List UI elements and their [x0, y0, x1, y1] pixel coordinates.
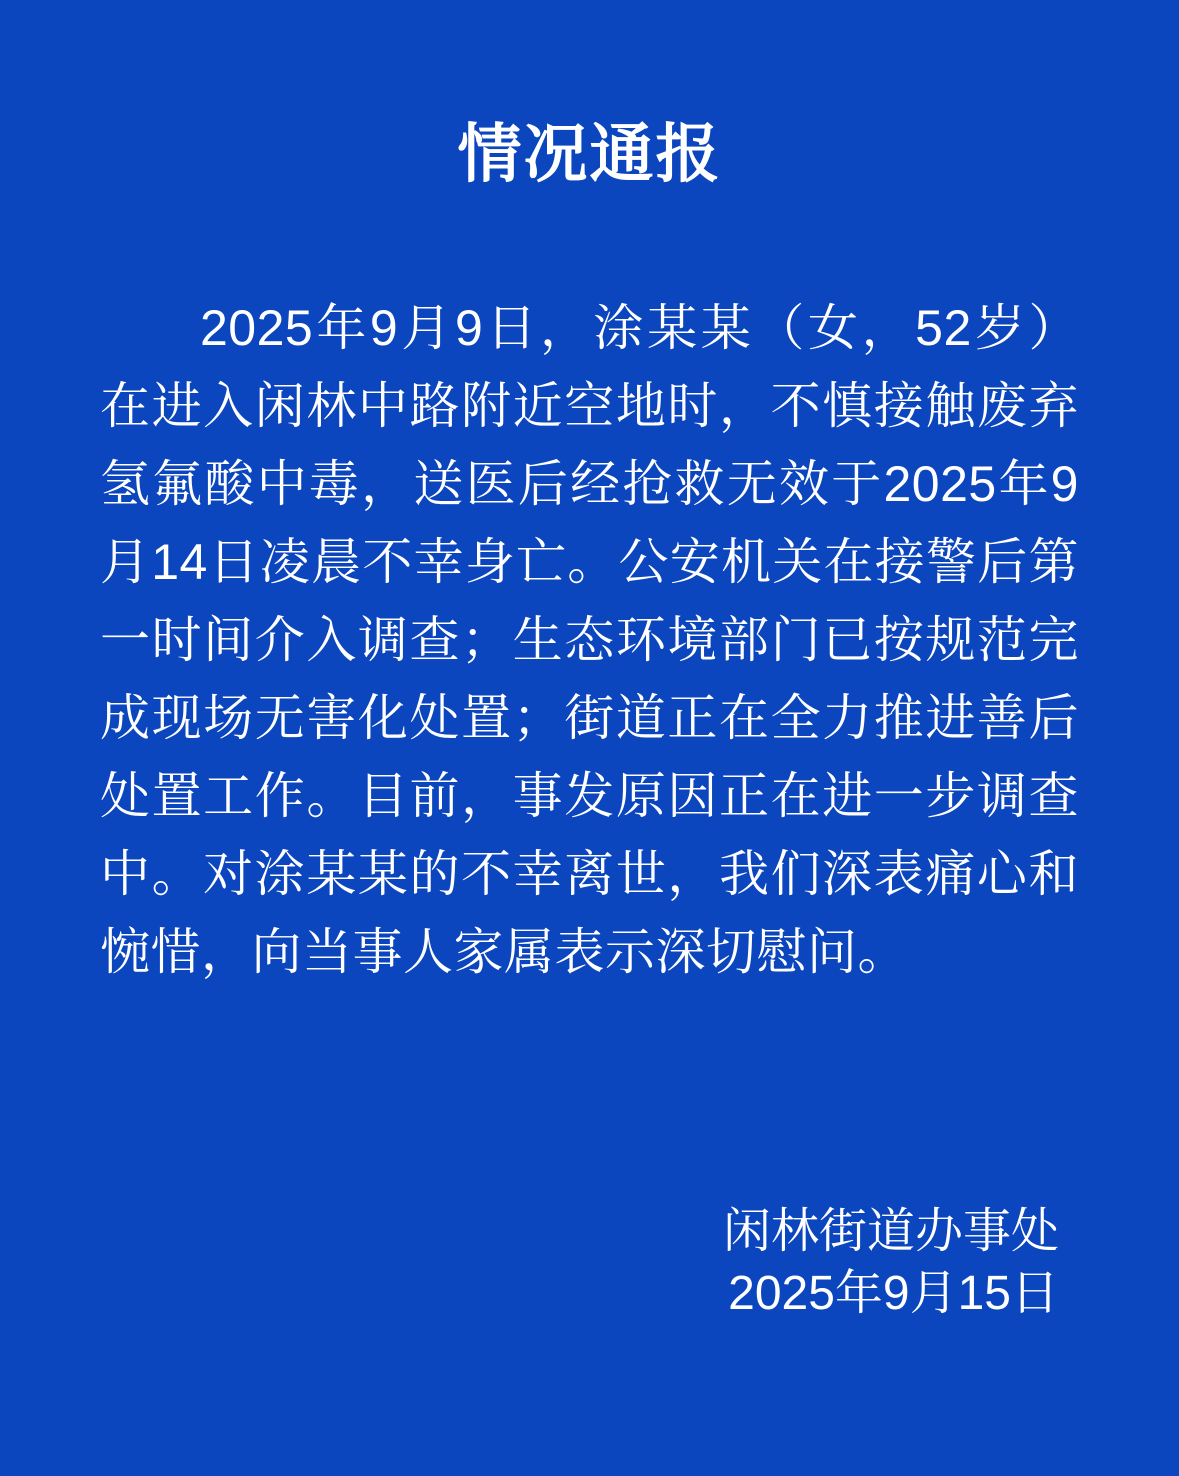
- page-title: 情况通报: [457, 118, 722, 190]
- notice-body-text: 2025年9月9日，涂某某（女，52岁）在进入闲林中路附近空地时，不慎接触废弃氢氟酸中毒，送医后经抢救无效于2025年9月14日凌晨不幸身亡。公安机关在接警后第一时间介入调查；生态环境部门已按规范完成现场无害化处置；街道正在全力推进善后处置工作。目前，事发原因正在进一步调查中。对涂某某的不幸离世，我们深表痛心和惋惜，向当事人家属表示深切慰问。: [100, 299, 1079, 980]
- signature-block: [100, 1201, 1079, 1416]
- signature-date: 2025年9月15日: [728, 1266, 1059, 1320]
- signature-organization: 闲林街道办事处: [722, 1205, 1059, 1259]
